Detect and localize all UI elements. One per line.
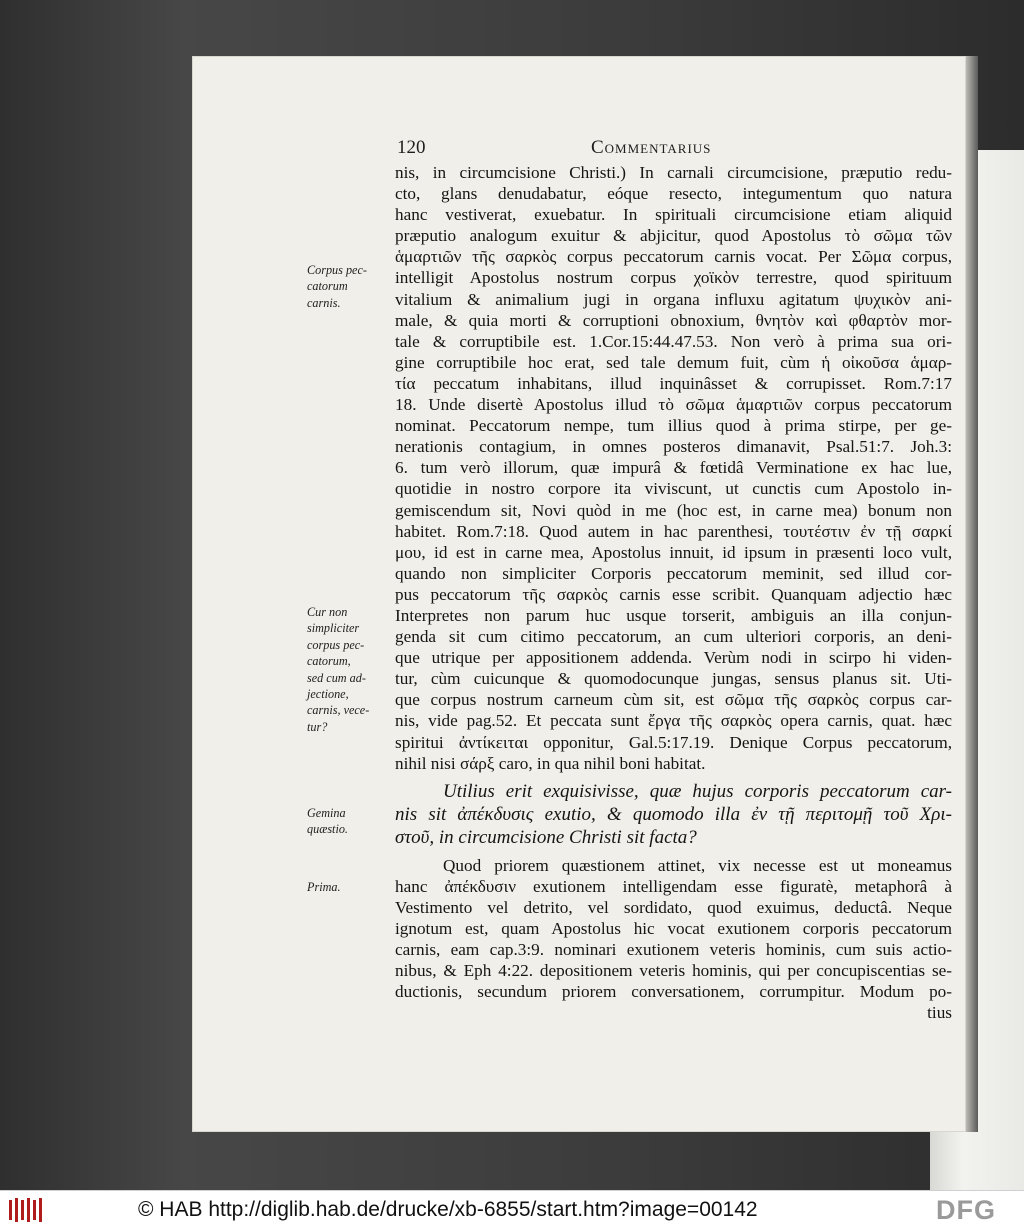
margin-note-line: Gemina	[307, 806, 346, 820]
text-line: nis, in circumcisione Christi.) In carnali circumcisione, præputio redu-	[395, 163, 952, 182]
text-line: ἁμαρτιῶν τῆς σαρκὸς corpus peccatorum carnis vocat. Per Σῶμα corpus,	[395, 247, 952, 267]
text-line: vitalium & animalium jugi in organa influxu agitatum ψυχικὸν ani-	[395, 289, 952, 309]
question-line: στοῦ, in circumcisione Christi sit facta?	[395, 826, 697, 848]
margin-note-line: jectione,	[307, 687, 349, 702]
footer-bar	[0, 1190, 1024, 1229]
margin-note	[307, 879, 389, 895]
text-line: gemiscendum sit, Novi quòd in me (hoc est, in carne mea) bonum non	[395, 500, 952, 520]
text-line: pus peccatorum τῆς σαρκὸς carnis esse scribit. Quanquam adjectio hæc	[395, 584, 952, 604]
text-line: que utrique per appositionem addenda. Verùm nodi in scirpo hi viden-	[395, 648, 952, 668]
text-line: intelligit Apostolus nostrum corpus χοϊκὸν terrestre, quod spirituum	[395, 268, 952, 288]
margin-note-line: quæstio.	[307, 822, 348, 837]
text-line: 6. tum verò illorum, quæ impurâ & fœtidâ Verminatione ex hac lue,	[395, 458, 952, 478]
text-line: τία peccatum inhabitans, illud inquinâsset & corrupisset. Rom.7:17	[395, 373, 952, 393]
text-line: tur, cùm cuicunque & quomodocunque jungas, sensus planus sit. Uti-	[395, 669, 952, 689]
running-head: Commentarius	[591, 137, 712, 158]
text-line: quotidie in nostro corpore ita viviscunt, ut cunctis cum Apostolo in-	[395, 479, 952, 499]
margin-note-line: corpus pec-	[307, 637, 365, 652]
text-line: μου, id est in carne mea, Apostolus innuit, id ipsum in præsenti loco vult,	[395, 542, 952, 562]
question-line: nis sit ἀπέκδυσις exutio, & quomodo illa ἐν τῇ περιτομῇ τοῦ Χρι-	[395, 803, 952, 825]
margin-note-line: tur?	[307, 719, 328, 734]
text-line: hanc ἀπέκδυσιν exutionem intelligendam esse figuratè, metaphorâ à	[395, 876, 952, 896]
text-line: quando non simpliciter Corporis peccatorum meminit, sed illud cor-	[395, 563, 952, 583]
margin-note-line: Prima.	[307, 880, 341, 894]
text-line: ductionis, secundum priorem conversationem, corrumpitur. Modum po-	[395, 982, 952, 1002]
question-line: Utilius erit exquisivisse, quæ hujus corporis peccatorum car-	[443, 780, 952, 802]
dfg-logo: DFG	[936, 1195, 996, 1225]
text-line: nominat. Peccatorum nempe, tum illius quod à prima stirpe, per ge-	[395, 416, 952, 436]
margin-note-line: catorum,	[307, 654, 351, 669]
copyright-link[interactable]: © HAB http://diglib.hab.de/drucke/xb-6855/start.htm?image=00142	[138, 1198, 758, 1221]
text-line: 18. Unde disertè Apostolus illud τὸ σῶμα ἁμαρτιῶν corpus peccatorum	[395, 395, 952, 415]
text-line: gine corruptibile hoc erat, sed tale demum fuit, cùm ἡ οἰκοῦσα ἁμαρ-	[395, 352, 952, 372]
margin-note	[307, 262, 389, 311]
text-line: genda sit cum citimo peccatorum, an cum ulteriori corporis, an deni-	[395, 627, 952, 647]
margin-note-line: Cur non	[307, 605, 348, 619]
text-line: Vestimento vel detrito, vel sordidato, quod exuimus, deductâ. Neque	[395, 897, 952, 917]
margin-note-line: catorum	[307, 279, 348, 294]
hab-logo-icon	[8, 1197, 48, 1223]
text-line: nibus, & Eph 4:22. depositionem veteris hominis, qui per concupiscentias se-	[395, 961, 952, 981]
text-line: cto, glans denudabatur, eóque resecto, integumentum quo natura	[395, 184, 952, 204]
text-line: habitet. Rom.7:18. Quod autem in hac parenthesi, τουτέστιν ἐν τῇ σαρκί	[395, 521, 952, 541]
text-line: nihil nisi σάρξ caro, in qua nihil boni habitat.	[395, 753, 706, 773]
text-line: hanc vestiverat, exuebatur. In spirituali circumcisione etiam aliquid	[395, 205, 952, 225]
margin-note	[307, 604, 389, 735]
margin-note	[307, 805, 389, 838]
text-line: Interpretes non parum huc usque torserit, ambiguis an illa conjun-	[395, 605, 952, 625]
text-line: tale & corruptibile est. 1.Cor.15:44.47.53. Non verò à prima sua ori-	[395, 331, 952, 351]
catchword: tius	[927, 1003, 952, 1023]
text-line: nis, vide pag.52. Et peccata sunt ἔργα τῆς σαρκὸς opera carnis, quat. hæc	[395, 711, 952, 731]
page-number: 120	[397, 137, 426, 158]
margin-note-line: carnis.	[307, 295, 341, 310]
page-header	[397, 137, 767, 163]
text-line: Quod priorem quæstionem attinet, vix necesse est ut moneamus	[443, 855, 952, 875]
text-line: carnis, eam cap.3:9. nominari exutionem veteris hominis, cum suis actio-	[395, 940, 952, 960]
margin-note-line: carnis, vece-	[307, 703, 370, 718]
margin-note-line: sed cum ad-	[307, 670, 366, 685]
text-line: male, & quia morti & corruptioni obnoxium, θνητὸν καὶ φθαρτὸν mor-	[395, 310, 952, 330]
margin-note-line: simpliciter	[307, 621, 360, 636]
scanned-page	[192, 56, 966, 1132]
text-line: præputio analogum exuitur & abjicitur, quod Apostolus τὸ σῶμα τῶν	[395, 226, 952, 246]
page-edge-shadow	[966, 56, 978, 1132]
margin-note-line: Corpus pec-	[307, 263, 367, 277]
text-line: que corpus nostrum carneum cùm sit, est σῶμα τῆς σαρκὸς corpus car-	[395, 690, 952, 710]
text-line: spiritui ἀντίκειται opponitur, Gal.5:17.19. Denique Corpus peccatorum,	[395, 732, 952, 752]
body-text	[395, 162, 952, 1023]
text-line: nerationis contagium, in omnes posteros dimanavit, Psal.51:7. Joh.3:	[395, 437, 952, 457]
text-line: ignotum est, quam Apostolus hic vocat exutionem corporis peccatorum	[395, 919, 952, 938]
